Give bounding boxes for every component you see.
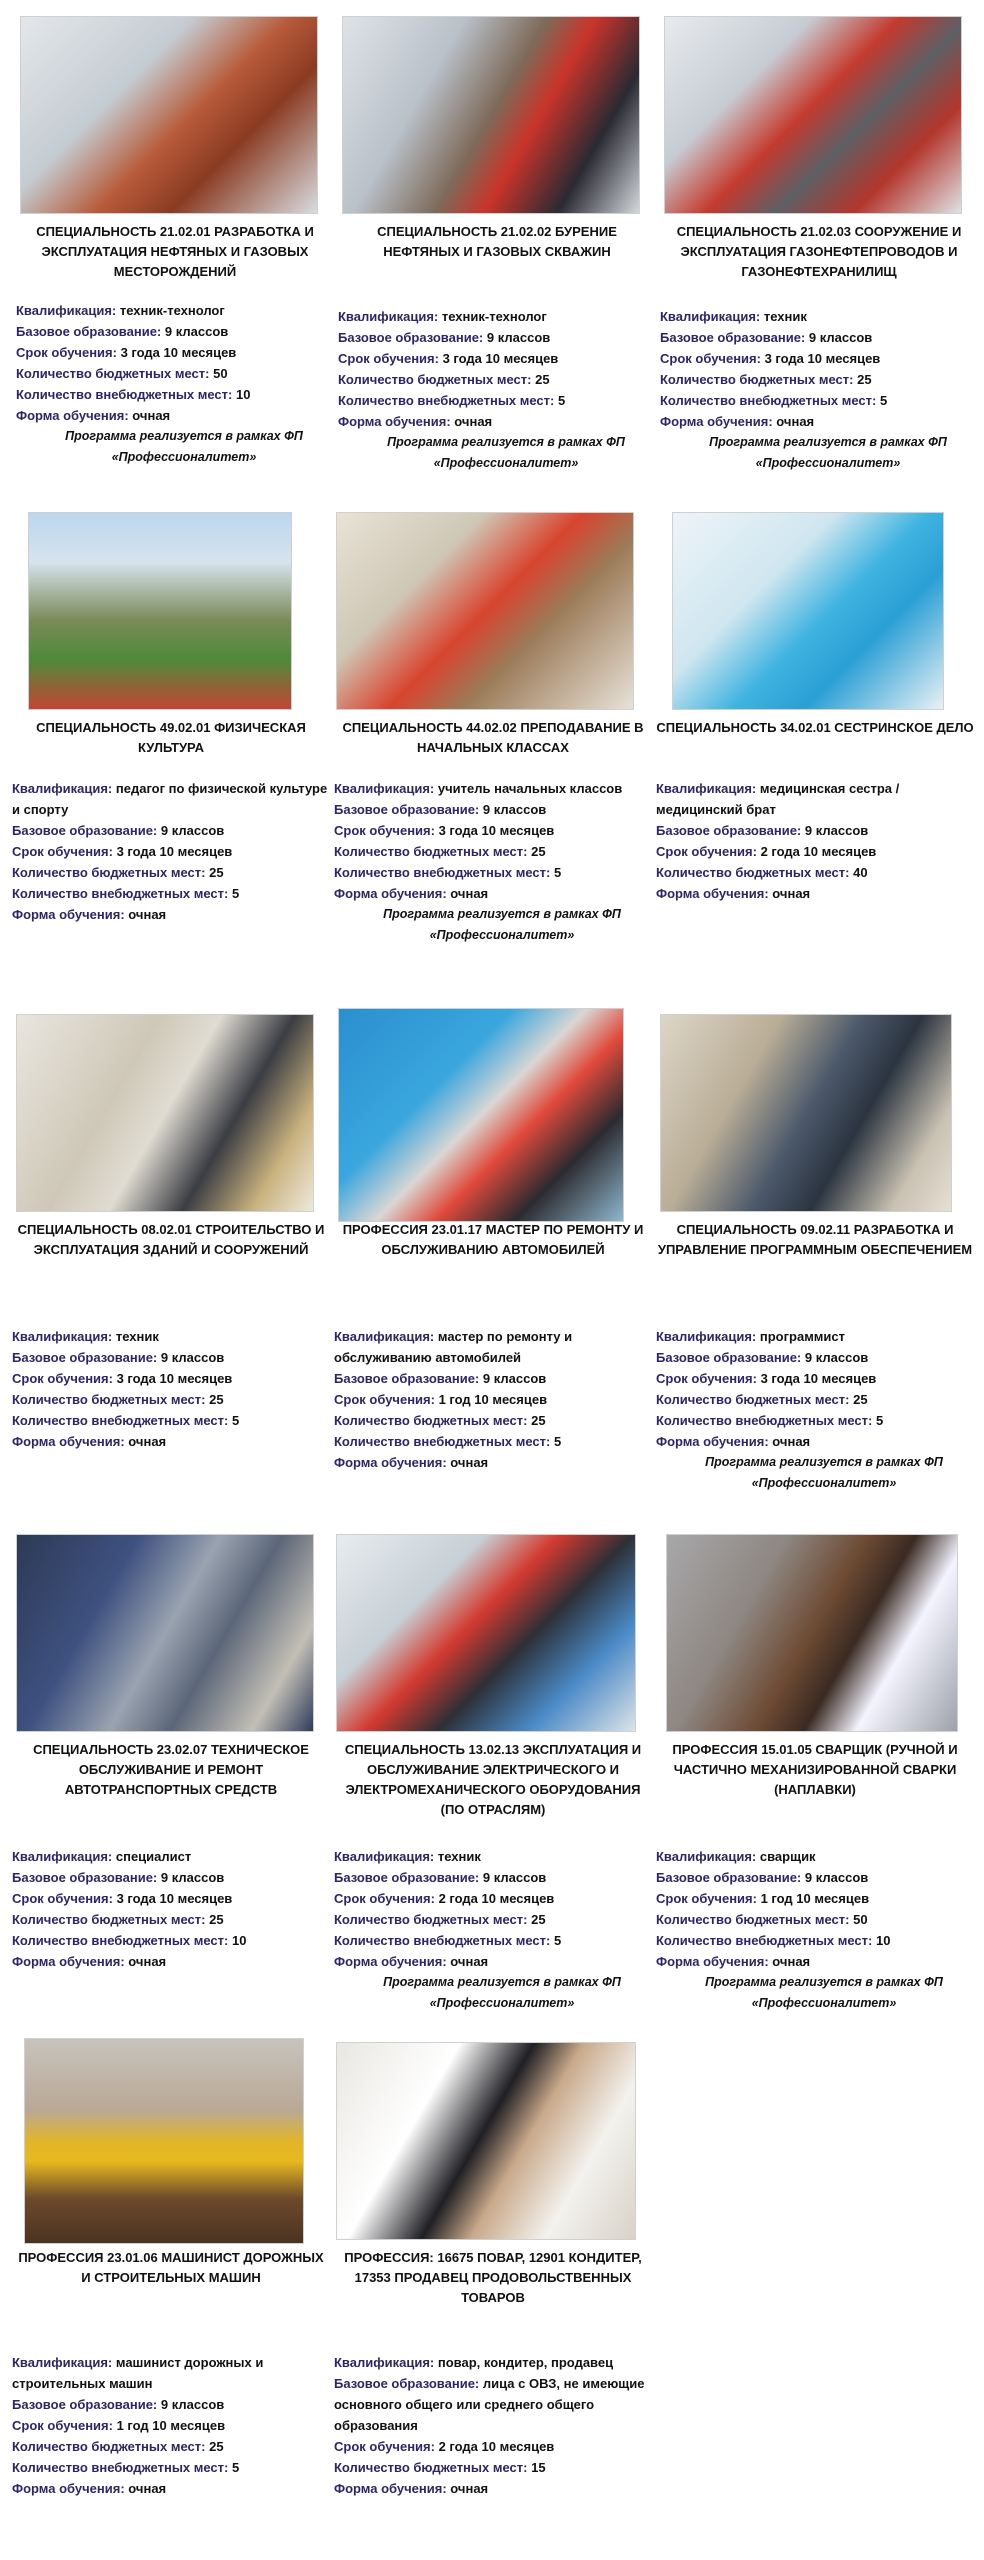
duration-value: 3 года 10 месяцев	[116, 1891, 233, 1906]
study-form-value: очная	[772, 1434, 811, 1449]
budget-seats-label: Количество бюджетных мест:	[334, 1912, 528, 1927]
sports-ground-photo	[28, 512, 292, 710]
base-education-label: Базовое образование:	[334, 1870, 480, 1885]
program-details	[334, 2352, 652, 2499]
paid-seats-value: 5	[880, 393, 888, 408]
paid-seats-value: 5	[876, 1413, 884, 1428]
base-education-label: Базовое образование:	[660, 330, 806, 345]
qualification-value: техник-технолог	[441, 309, 547, 324]
budget-seats-value: 50	[853, 1912, 868, 1927]
budget-seats-label: Количество бюджетных мест:	[334, 844, 528, 859]
base-education-value: 9 классов	[482, 802, 547, 817]
program-title: ПРОФЕССИЯ: 16675 ПОВАР, 12901 КОНДИТЕР, 17353 ПРОДАВЕЦ ПРОДОВОЛЬСТВЕННЫХ ТОВАРОВ	[344, 2250, 642, 2305]
duration-label: Срок обучения:	[12, 1891, 113, 1906]
study-form-value: очная	[128, 907, 167, 922]
paid-seats-value: 5	[554, 1434, 562, 1449]
duration-label: Срок обучения:	[660, 351, 761, 366]
base-education-label: Базовое образование:	[656, 823, 802, 838]
program-title: СПЕЦИАЛЬНОСТЬ 44.02.02 ПРЕПОДАВАНИЕ В НАЧАЛЬНЫХ КЛАССАХ	[342, 720, 644, 755]
study-form-label: Форма обучения:	[12, 2481, 125, 2496]
program-details	[656, 778, 974, 904]
professionalitet-note: Программа реализуется в рамках ФП «Профессионалитет»	[709, 435, 947, 470]
program-details	[16, 300, 334, 468]
base-education-label: Базовое образование:	[12, 823, 158, 838]
qualification-label: Квалификация:	[656, 781, 757, 796]
nursing-photo	[672, 512, 944, 710]
qualification-value: повар, кондитер, продавец	[437, 2355, 614, 2370]
duration-value: 1 год 10 месяцев	[760, 1891, 870, 1906]
program-title: СПЕЦИАЛЬНОСТЬ 49.02.01 ФИЗИЧЕСКАЯ КУЛЬТУРА	[36, 720, 306, 755]
qualification-label: Квалификация:	[12, 1849, 113, 1864]
duration-value: 2 года 10 месяцев	[760, 844, 877, 859]
paid-seats-label: Количество внебюджетных мест:	[656, 1413, 873, 1428]
study-form-label: Форма обучения:	[12, 907, 125, 922]
base-education-label: Базовое образование:	[12, 1350, 158, 1365]
duration-value: 2 года 10 месяцев	[438, 1891, 555, 1906]
paid-seats-value: 5	[554, 865, 562, 880]
cooking-class-photo	[336, 2042, 636, 2240]
duration-label: Срок обучения:	[12, 844, 113, 859]
paid-seats-label: Количество внебюджетных мест:	[12, 886, 229, 901]
drilling-lab-photo	[342, 16, 640, 214]
qualification-value: техник	[115, 1329, 159, 1344]
duration-label: Срок обучения:	[12, 2418, 113, 2433]
qualification-label: Квалификация:	[16, 303, 117, 318]
base-education-label: Базовое образование:	[16, 324, 162, 339]
study-form-label: Форма обучения:	[656, 886, 769, 901]
program-title: ПРОФЕССИЯ 23.01.06 МАШИНИСТ ДОРОЖНЫХ И СТРОИТЕЛЬНЫХ МАШИН	[18, 2250, 324, 2285]
base-education-value: 9 классов	[804, 823, 869, 838]
road-machinery-photo	[24, 2038, 304, 2244]
program-details	[12, 778, 330, 925]
program-title: СПЕЦИАЛЬНОСТЬ 34.02.01 СЕСТРИНСКОЕ ДЕЛО	[656, 720, 974, 735]
program-details	[334, 778, 652, 946]
budget-seats-label: Количество бюджетных мест:	[656, 865, 850, 880]
qualification-label: Квалификация:	[660, 309, 761, 324]
duration-value: 3 года 10 месяцев	[116, 1371, 233, 1386]
budget-seats-label: Количество бюджетных мест:	[12, 2439, 206, 2454]
study-form-label: Форма обучения:	[334, 1954, 447, 1969]
paid-seats-value: 5	[232, 886, 240, 901]
budget-seats-value: 25	[853, 1392, 868, 1407]
base-education-value: 9 классов	[164, 324, 229, 339]
paid-seats-label: Количество внебюджетных мест:	[656, 1933, 873, 1948]
study-form-value: очная	[132, 408, 171, 423]
study-form-label: Форма обучения:	[656, 1954, 769, 1969]
base-education-label: Базовое образование:	[656, 1870, 802, 1885]
duration-label: Срок обучения:	[656, 1371, 757, 1386]
qualification-value: программист	[759, 1329, 846, 1344]
qualification-value: техник	[437, 1849, 481, 1864]
study-form-label: Форма обучения:	[12, 1434, 125, 1449]
base-education-value: 9 классов	[808, 330, 873, 345]
budget-seats-label: Количество бюджетных мест:	[334, 1413, 528, 1428]
paid-seats-value: 10	[236, 387, 251, 402]
program-details	[334, 1326, 652, 1473]
paid-seats-value: 5	[232, 2460, 240, 2475]
budget-seats-label: Количество бюджетных мест:	[656, 1912, 850, 1927]
budget-seats-label: Количество бюджетных мест:	[12, 865, 206, 880]
program-title: СПЕЦИАЛЬНОСТЬ 09.02.11 РАЗРАБОТКА И УПРАВЛЕНИЕ ПРОГРАММНЫМ ОБЕСПЕЧЕНИЕМ	[657, 1222, 973, 1257]
budget-seats-value: 25	[535, 372, 550, 387]
duration-label: Срок обучения:	[656, 1891, 757, 1906]
duration-label: Срок обучения:	[12, 1371, 113, 1386]
base-education-value: лица с ОВЗ, не имеющие основного общего или среднего общего образования	[334, 2376, 645, 2433]
program-title: СПЕЦИАЛЬНОСТЬ 21.02.01 РАЗРАБОТКА И ЭКСПЛУАТАЦИЯ НЕФТЯНЫХ И ГАЗОВЫХ МЕСТОРОЖДЕНИЙ	[36, 224, 314, 279]
base-education-label: Базовое образование:	[334, 802, 480, 817]
qualification-value: машинист дорожных и строительных машин	[12, 2355, 264, 2391]
budget-seats-value: 15	[531, 2460, 546, 2475]
paid-seats-label: Количество внебюджетных мест:	[334, 865, 551, 880]
qualification-label: Квалификация:	[334, 781, 435, 796]
duration-value: 1 год 10 месяцев	[116, 2418, 226, 2433]
program-title: СПЕЦИАЛЬНОСТЬ 23.02.07 ТЕХНИЧЕСКОЕ ОБСЛУЖИВАНИЕ И РЕМОНТ АВТОТРАНСПОРТНЫХ СРЕДСТВ	[33, 1742, 309, 1797]
base-education-value: 9 классов	[482, 1371, 547, 1386]
qualification-value: техник	[763, 309, 807, 324]
qualification-label: Квалификация:	[334, 2355, 435, 2370]
duration-value: 3 года 10 месяцев	[764, 351, 881, 366]
electrical-lab-photo	[336, 1534, 636, 1732]
program-title: СПЕЦИАЛЬНОСТЬ 21.02.02 БУРЕНИЕ НЕФТЯНЫХ И ГАЗОВЫХ СКВАЖИН	[377, 224, 617, 259]
budget-seats-label: Количество бюджетных мест:	[12, 1392, 206, 1407]
study-form-value: очная	[450, 1455, 489, 1470]
base-education-value: 9 классов	[160, 1870, 225, 1885]
duration-label: Срок обучения:	[334, 1891, 435, 1906]
duration-value: 2 года 10 месяцев	[438, 2439, 555, 2454]
program-details	[12, 2352, 330, 2499]
duration-value: 3 года 10 месяцев	[116, 844, 233, 859]
study-form-value: очная	[128, 2481, 167, 2496]
budget-seats-value: 25	[209, 1912, 224, 1927]
duration-label: Срок обучения:	[656, 844, 757, 859]
paid-seats-value: 10	[876, 1933, 891, 1948]
paid-seats-label: Количество внебюджетных мест:	[338, 393, 555, 408]
base-education-label: Базовое образование:	[12, 1870, 158, 1885]
construction-photo	[16, 1014, 314, 1212]
auto-repair-photo	[338, 1008, 624, 1222]
qualification-label: Квалификация:	[12, 781, 113, 796]
budget-seats-value: 25	[209, 1392, 224, 1407]
qualification-value: педагог по физической культуре и спорту	[12, 781, 328, 817]
budget-seats-value: 25	[531, 1413, 546, 1428]
qualification-value: специалист	[115, 1849, 192, 1864]
paid-seats-value: 5	[554, 1933, 562, 1948]
paid-seats-label: Количество внебюджетных мест:	[334, 1933, 551, 1948]
base-education-label: Базовое образование:	[334, 2376, 480, 2391]
paid-seats-value: 10	[232, 1933, 247, 1948]
budget-seats-value: 25	[531, 1912, 546, 1927]
study-form-value: очная	[128, 1954, 167, 1969]
program-details	[656, 1326, 974, 1494]
professionalitet-note: Программа реализуется в рамках ФП «Профессионалитет»	[705, 1975, 943, 2010]
base-education-label: Базовое образование:	[656, 1350, 802, 1365]
duration-value: 1 год 10 месяцев	[438, 1392, 548, 1407]
budget-seats-value: 25	[209, 2439, 224, 2454]
qualification-label: Квалификация:	[334, 1329, 435, 1344]
qualification-value: учитель начальных классов	[437, 781, 623, 796]
base-education-value: 9 классов	[160, 823, 225, 838]
budget-seats-value: 50	[213, 366, 228, 381]
duration-value: 3 года 10 месяцев	[438, 823, 555, 838]
vehicle-service-photo	[16, 1534, 314, 1732]
study-form-value: очная	[450, 1954, 489, 1969]
qualification-value: медицинская сестра / медицинский брат	[656, 781, 900, 817]
professionalitet-note: Программа реализуется в рамках ФП «Профессионалитет»	[705, 1455, 943, 1490]
base-education-value: 9 классов	[486, 330, 551, 345]
study-form-value: очная	[128, 1434, 167, 1449]
program-title: ПРОФЕССИЯ 15.01.05 СВАРЩИК (РУЧНОЙ И ЧАСТИЧНО МЕХАНИЗИРОВАННОЙ СВАРКИ (НАПЛАВКИ)	[672, 1742, 958, 1797]
budget-seats-label: Количество бюджетных мест:	[334, 2460, 528, 2475]
program-details	[656, 1846, 974, 2014]
budget-seats-value: 40	[853, 865, 868, 880]
budget-seats-value: 25	[209, 865, 224, 880]
program-title: ПРОФЕССИЯ 23.01.17 МАСТЕР ПО РЕМОНТУ И ОБСЛУЖИВАНИЮ АВТОМОБИЛЕЙ	[342, 1222, 644, 1257]
paid-seats-label: Количество внебюджетных мест:	[12, 2460, 229, 2475]
base-education-value: 9 классов	[160, 2397, 225, 2412]
qualification-label: Квалификация:	[12, 2355, 113, 2370]
program-details	[12, 1326, 330, 1452]
budget-seats-label: Количество бюджетных мест:	[16, 366, 210, 381]
program-details	[660, 306, 978, 474]
professionalitet-note: Программа реализуется в рамках ФП «Профессионалитет»	[383, 907, 621, 942]
base-education-value: 9 классов	[160, 1350, 225, 1365]
duration-value: 3 года 10 месяцев	[760, 1371, 877, 1386]
study-form-label: Форма обучения:	[334, 1455, 447, 1470]
base-education-value: 9 классов	[804, 1350, 869, 1365]
duration-label: Срок обучения:	[334, 1392, 435, 1407]
study-form-label: Форма обучения:	[12, 1954, 125, 1969]
base-education-label: Базовое образование:	[12, 2397, 158, 2412]
study-form-value: очная	[450, 2481, 489, 2496]
duration-value: 3 года 10 месяцев	[120, 345, 237, 360]
program-details	[12, 1846, 330, 1972]
program-details	[338, 306, 656, 474]
study-form-label: Форма обучения:	[338, 414, 451, 429]
duration-label: Срок обучения:	[334, 823, 435, 838]
study-form-label: Форма обучения:	[16, 408, 129, 423]
duration-label: Срок обучения:	[338, 351, 439, 366]
budget-seats-label: Количество бюджетных мест:	[660, 372, 854, 387]
base-education-label: Базовое образование:	[334, 1371, 480, 1386]
qualification-label: Квалификация:	[338, 309, 439, 324]
qualification-value: мастер по ремонту и обслуживанию автомобилей	[334, 1329, 573, 1365]
budget-seats-label: Количество бюджетных мест:	[656, 1392, 850, 1407]
program-title: СПЕЦИАЛЬНОСТЬ 21.02.03 СООРУЖЕНИЕ И ЭКСПЛУАТАЦИЯ ГАЗОНЕФТЕПРОВОДОВ И ГАЗОНЕФТЕХРАНИЛИЩ	[676, 224, 962, 279]
duration-label: Срок обучения:	[334, 2439, 435, 2454]
paid-seats-label: Количество внебюджетных мест:	[12, 1933, 229, 1948]
qualification-value: сварщик	[759, 1849, 816, 1864]
professionalitet-note: Программа реализуется в рамках ФП «Профессионалитет»	[387, 435, 625, 470]
budget-seats-value: 25	[857, 372, 872, 387]
base-education-value: 9 классов	[482, 1870, 547, 1885]
budget-seats-label: Количество бюджетных мест:	[12, 1912, 206, 1927]
qualification-label: Квалификация:	[656, 1849, 757, 1864]
budget-seats-label: Количество бюджетных мест:	[338, 372, 532, 387]
paid-seats-label: Количество внебюджетных мест:	[12, 1413, 229, 1428]
paid-seats-value: 5	[558, 393, 566, 408]
qualification-label: Квалификация:	[334, 1849, 435, 1864]
paid-seats-label: Количество внебюджетных мест:	[334, 1434, 551, 1449]
study-form-value: очная	[772, 1954, 811, 1969]
study-form-value: очная	[772, 886, 811, 901]
qualification-value: техник-технолог	[119, 303, 225, 318]
duration-label: Срок обучения:	[16, 345, 117, 360]
study-form-label: Форма обучения:	[660, 414, 773, 429]
program-title: СПЕЦИАЛЬНОСТЬ 08.02.01 СТРОИТЕЛЬСТВО И ЭКСПЛУАТАЦИЯ ЗДАНИЙ И СООРУЖЕНИЙ	[17, 1222, 325, 1257]
program-title: СПЕЦИАЛЬНОСТЬ 13.02.13 ЭКСПЛУАТАЦИЯ И ОБСЛУЖИВАНИЕ ЭЛЕКТРИЧЕСКОГО И ЭЛЕКТРОМЕХАНИЧЕСКОГО ОБОРУДОВАНИЯ (ПО ОТРАСЛЯМ)	[344, 1742, 642, 1817]
professionalitet-note: Программа реализуется в рамках ФП «Профессионалитет»	[65, 429, 303, 464]
study-form-value: очная	[450, 886, 489, 901]
budget-seats-value: 25	[531, 844, 546, 859]
oil-gas-workshop-photo	[20, 16, 318, 214]
classroom-photo	[336, 512, 634, 710]
software-lab-photo	[660, 1014, 952, 1212]
pipeline-workshop-photo	[664, 16, 962, 214]
base-education-label: Базовое образование:	[338, 330, 484, 345]
study-form-value: очная	[776, 414, 815, 429]
paid-seats-label: Количество внебюджетных мест:	[660, 393, 877, 408]
paid-seats-value: 5	[232, 1413, 240, 1428]
paid-seats-label: Количество внебюджетных мест:	[16, 387, 233, 402]
study-form-label: Форма обучения:	[334, 886, 447, 901]
welding-photo	[666, 1534, 958, 1732]
study-form-label: Форма обучения:	[656, 1434, 769, 1449]
base-education-value: 9 классов	[804, 1870, 869, 1885]
study-form-value: очная	[454, 414, 493, 429]
professionalitet-note: Программа реализуется в рамках ФП «Профессионалитет»	[383, 1975, 621, 2010]
duration-value: 3 года 10 месяцев	[442, 351, 559, 366]
qualification-label: Квалификация:	[12, 1329, 113, 1344]
study-form-label: Форма обучения:	[334, 2481, 447, 2496]
qualification-label: Квалификация:	[656, 1329, 757, 1344]
program-details	[334, 1846, 652, 2014]
